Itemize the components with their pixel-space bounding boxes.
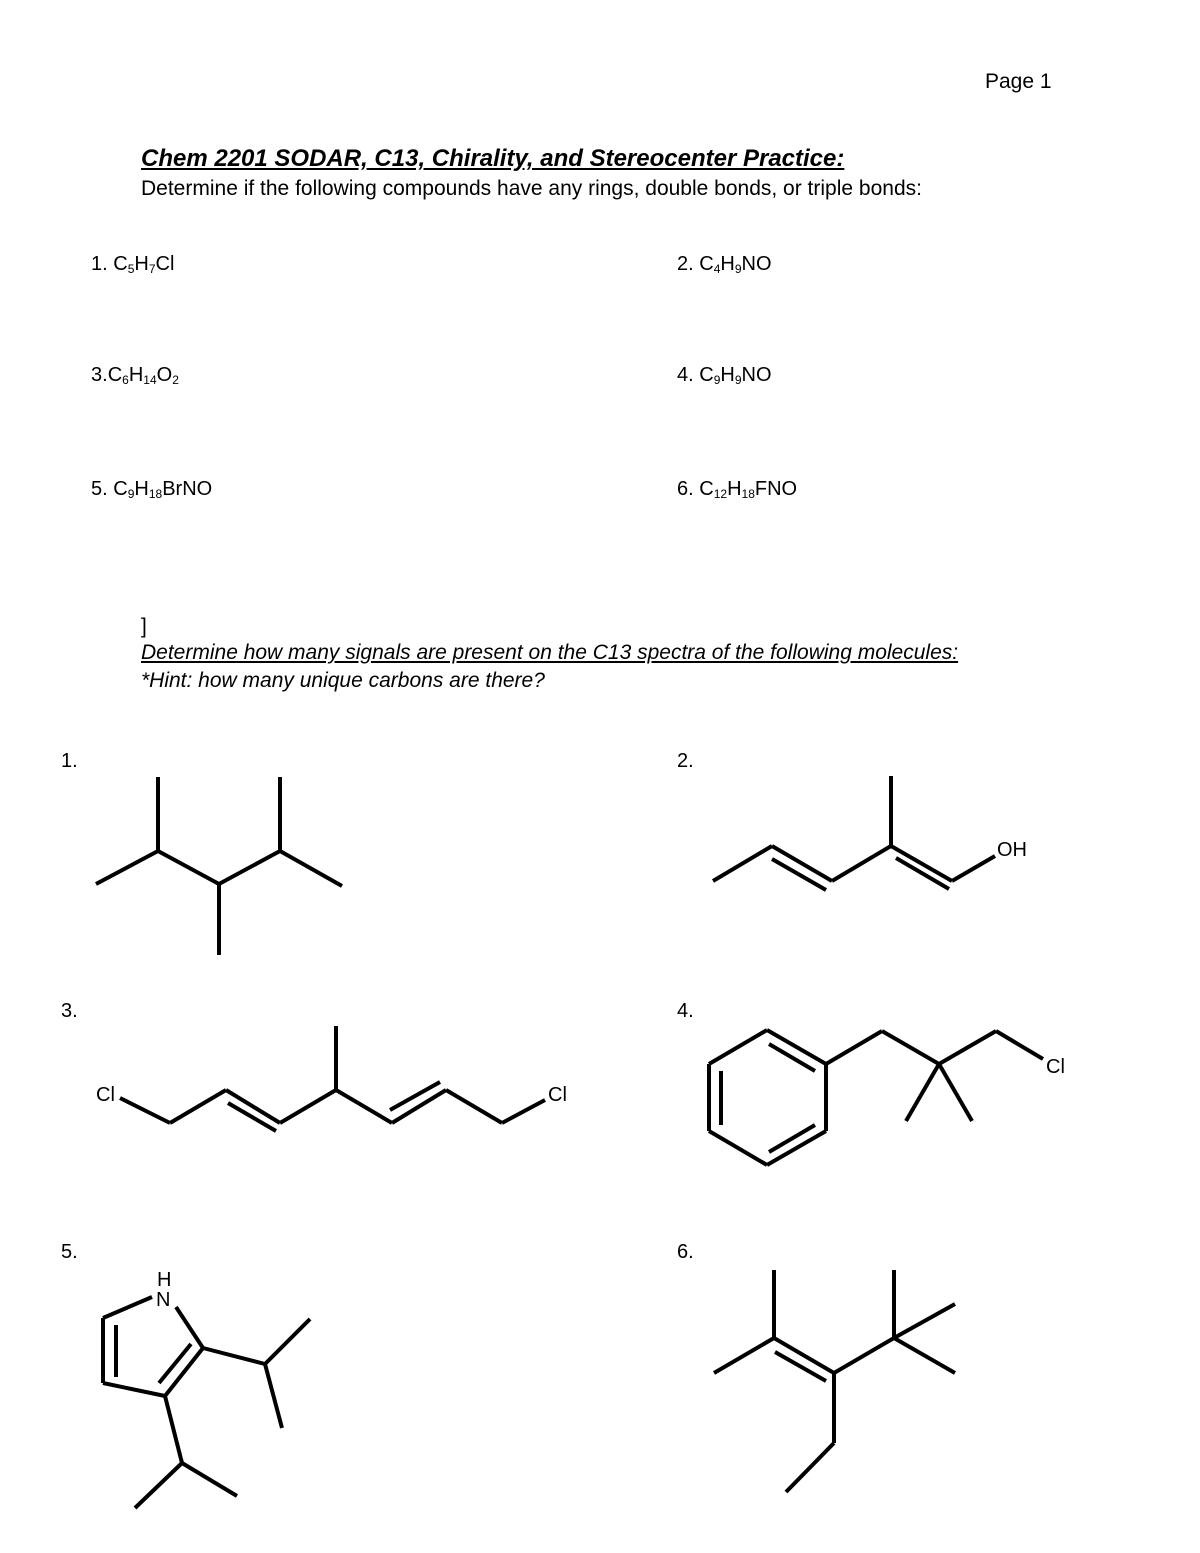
molecule-6-structure bbox=[714, 1270, 955, 1492]
instructions-formulas: Determine if the following compounds have any rings, double bonds, or triple bonds: bbox=[141, 177, 922, 200]
molecule-4-structure bbox=[709, 1030, 1065, 1165]
formula-5: 5. $C_9H_{18}BrNO$ bbox=[91, 478, 213, 501]
molecule-1-number: 1. bbox=[61, 750, 78, 772]
h-label: H bbox=[157, 1269, 172, 1291]
n-label: N bbox=[156, 1289, 171, 1311]
stray-bracket: ] bbox=[141, 615, 147, 638]
molecule-4-number: 4. bbox=[677, 1000, 694, 1022]
formula-2: 2. $C_4H_9NO$ bbox=[677, 253, 772, 276]
molecule-3-number: 3. bbox=[61, 1000, 78, 1022]
hint-text: *Hint: how many unique carbons are there? bbox=[141, 669, 545, 692]
cl-label-right: Cl bbox=[548, 1084, 567, 1106]
molecule-2-structure bbox=[713, 776, 1027, 890]
page-number: Page 1 bbox=[985, 70, 1052, 93]
molecule-5-number: 5. bbox=[61, 1241, 78, 1263]
molecule-6-number: 6. bbox=[677, 1241, 694, 1263]
instructions-c13: Determine how many signals are present on the C13 spectra of the following molecules: bbox=[141, 641, 959, 664]
formula-1: 1. $C_5H_7Cl$ bbox=[91, 253, 175, 276]
molecule-5-structure bbox=[103, 1269, 310, 1508]
formula-3: $3.C_6H_{14}O_2$ bbox=[91, 364, 179, 387]
molecule-1-structure bbox=[96, 777, 342, 955]
page-title: Chem 2201 SODAR, C13, Chirality, and Stereocenter Practice: bbox=[141, 145, 845, 172]
oh-label: OH bbox=[997, 839, 1027, 861]
cl-label: Cl bbox=[1046, 1056, 1065, 1078]
formula-6: 6. $C_{12}H_{18}FNO$ bbox=[677, 478, 798, 501]
molecule-2-number: 2. bbox=[677, 750, 694, 772]
formula-4: 4. $C_9H_9NO$ bbox=[677, 364, 772, 387]
cl-label-left: Cl bbox=[96, 1084, 115, 1106]
molecule-3-structure bbox=[96, 1026, 567, 1131]
